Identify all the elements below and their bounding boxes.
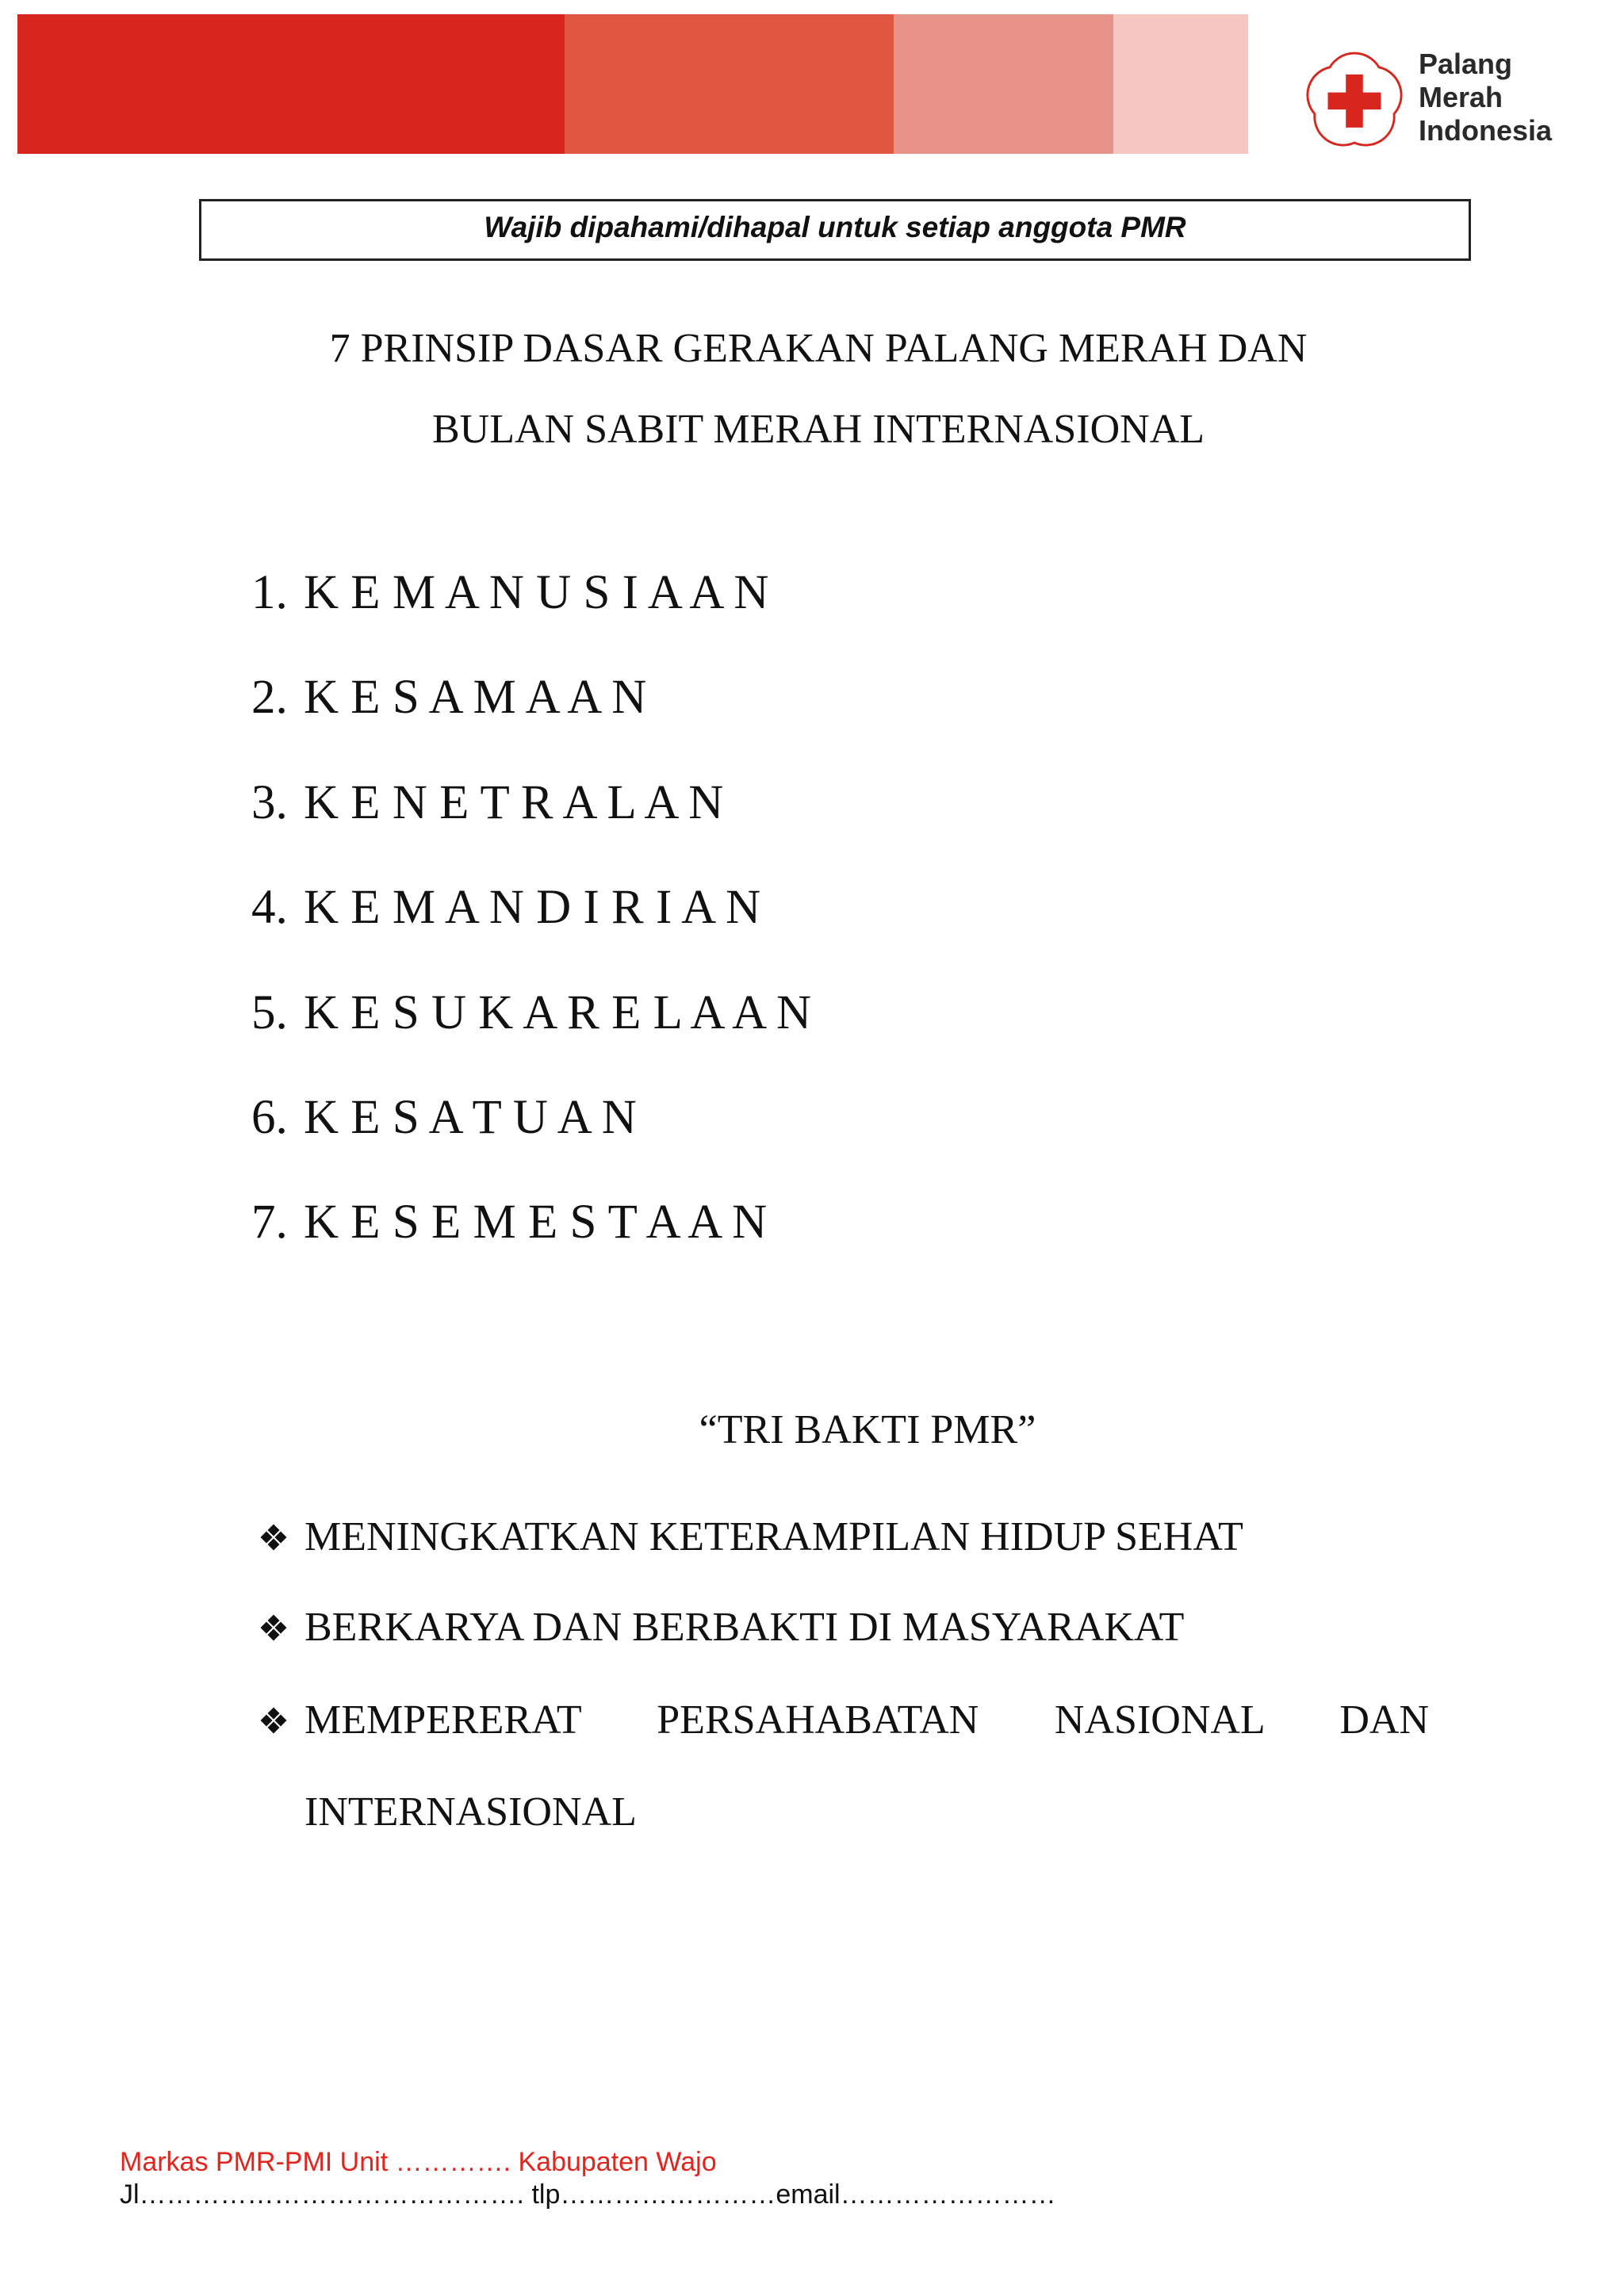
header-color-bar-3 (894, 14, 1113, 154)
tri-bakti-item (259, 1582, 1429, 1674)
principle-number: 2. (251, 671, 288, 725)
principle-number: 4. (251, 881, 288, 935)
principles-title-line: 7 PRINSIP DASAR GERAKAN PALANG MERAH DAN (329, 326, 1308, 371)
diamond-bullet-icon (259, 1613, 288, 1642)
logo-text-line: Merah (1419, 81, 1503, 113)
principle-item (0, 1170, 1624, 1275)
principle-item (0, 1066, 1624, 1170)
notice-box (199, 199, 1471, 261)
principle-label: K E N E T R A L A N (304, 775, 724, 829)
principle-item (0, 645, 1624, 750)
principles-title-line: BULAN SABIT MERAH INTERNASIONAL (431, 406, 1205, 452)
logo-text-line: Palang (1419, 48, 1513, 80)
logo-wordmark (1419, 48, 1552, 147)
red-cross-flower-icon (1304, 51, 1404, 147)
principle-number: 5. (251, 985, 288, 1039)
tri-bakti-text: MENINGKATKAN KETERAMPILAN HIDUP SEHAT (304, 1514, 1243, 1559)
tri-bakti-text: BERKARYA DAN BERBAKTI DI MASYARAKAT (304, 1605, 1185, 1650)
principle-label: K E S A T U A N (304, 1090, 637, 1144)
diamond-bullet-shape (261, 1615, 287, 1641)
principle-number: 6. (251, 1090, 288, 1144)
principle-label: K E M A N D I R I A N (304, 881, 761, 935)
principle-item (0, 961, 1624, 1066)
principle-number: 7. (251, 1196, 288, 1249)
header-color-bar-2 (565, 14, 894, 154)
pmi-logo (1300, 48, 1570, 151)
logo-red-cross (1328, 75, 1381, 128)
tri-bakti-item (259, 1491, 1429, 1583)
notice-text: Wajib dipahami/dihapal untuk setiap anggota PMR (484, 211, 1186, 243)
diamond-bullet-shape (261, 1525, 287, 1551)
footer-unit-line: Markas PMR-PMI Unit …………. Kabupaten Wajo (120, 2147, 717, 2177)
diamond-bullet-icon (259, 1706, 288, 1735)
diamond-bullet-shape (261, 1708, 287, 1734)
logo-text-line: Indonesia (1419, 114, 1553, 147)
header-color-bar-1 (17, 14, 565, 154)
tri-bakti-text: MEMPERERAT PERSAHABATAN NASIONAL DAN INTERNASIONAL (304, 1697, 1429, 1835)
footer (120, 2146, 1056, 2211)
diamond-bullet-icon (259, 1523, 288, 1552)
footer-contact-line: Jl……………………………………. tlp……………………email…………………… (120, 2179, 1056, 2210)
principle-label: K E S E M E S T A A N (304, 1196, 768, 1249)
principle-item (0, 541, 1624, 645)
principle-label: K E S U K A R E L A A N (304, 985, 812, 1039)
principle-label: K E M A N U S I A A N (304, 566, 769, 619)
tri-bakti-item (259, 1674, 1429, 1858)
principle-item (0, 751, 1624, 855)
tri-bakti-title: “TRI BAKTI PMR” (699, 1407, 1036, 1452)
principles-list (0, 541, 1624, 1276)
principles-title (159, 308, 1478, 469)
principle-item (0, 855, 1624, 960)
principle-label: K E S A M A A N (304, 671, 647, 725)
header-color-bar-4 (1113, 14, 1248, 154)
principle-number: 3. (251, 775, 288, 829)
principle-number: 1. (251, 566, 288, 619)
